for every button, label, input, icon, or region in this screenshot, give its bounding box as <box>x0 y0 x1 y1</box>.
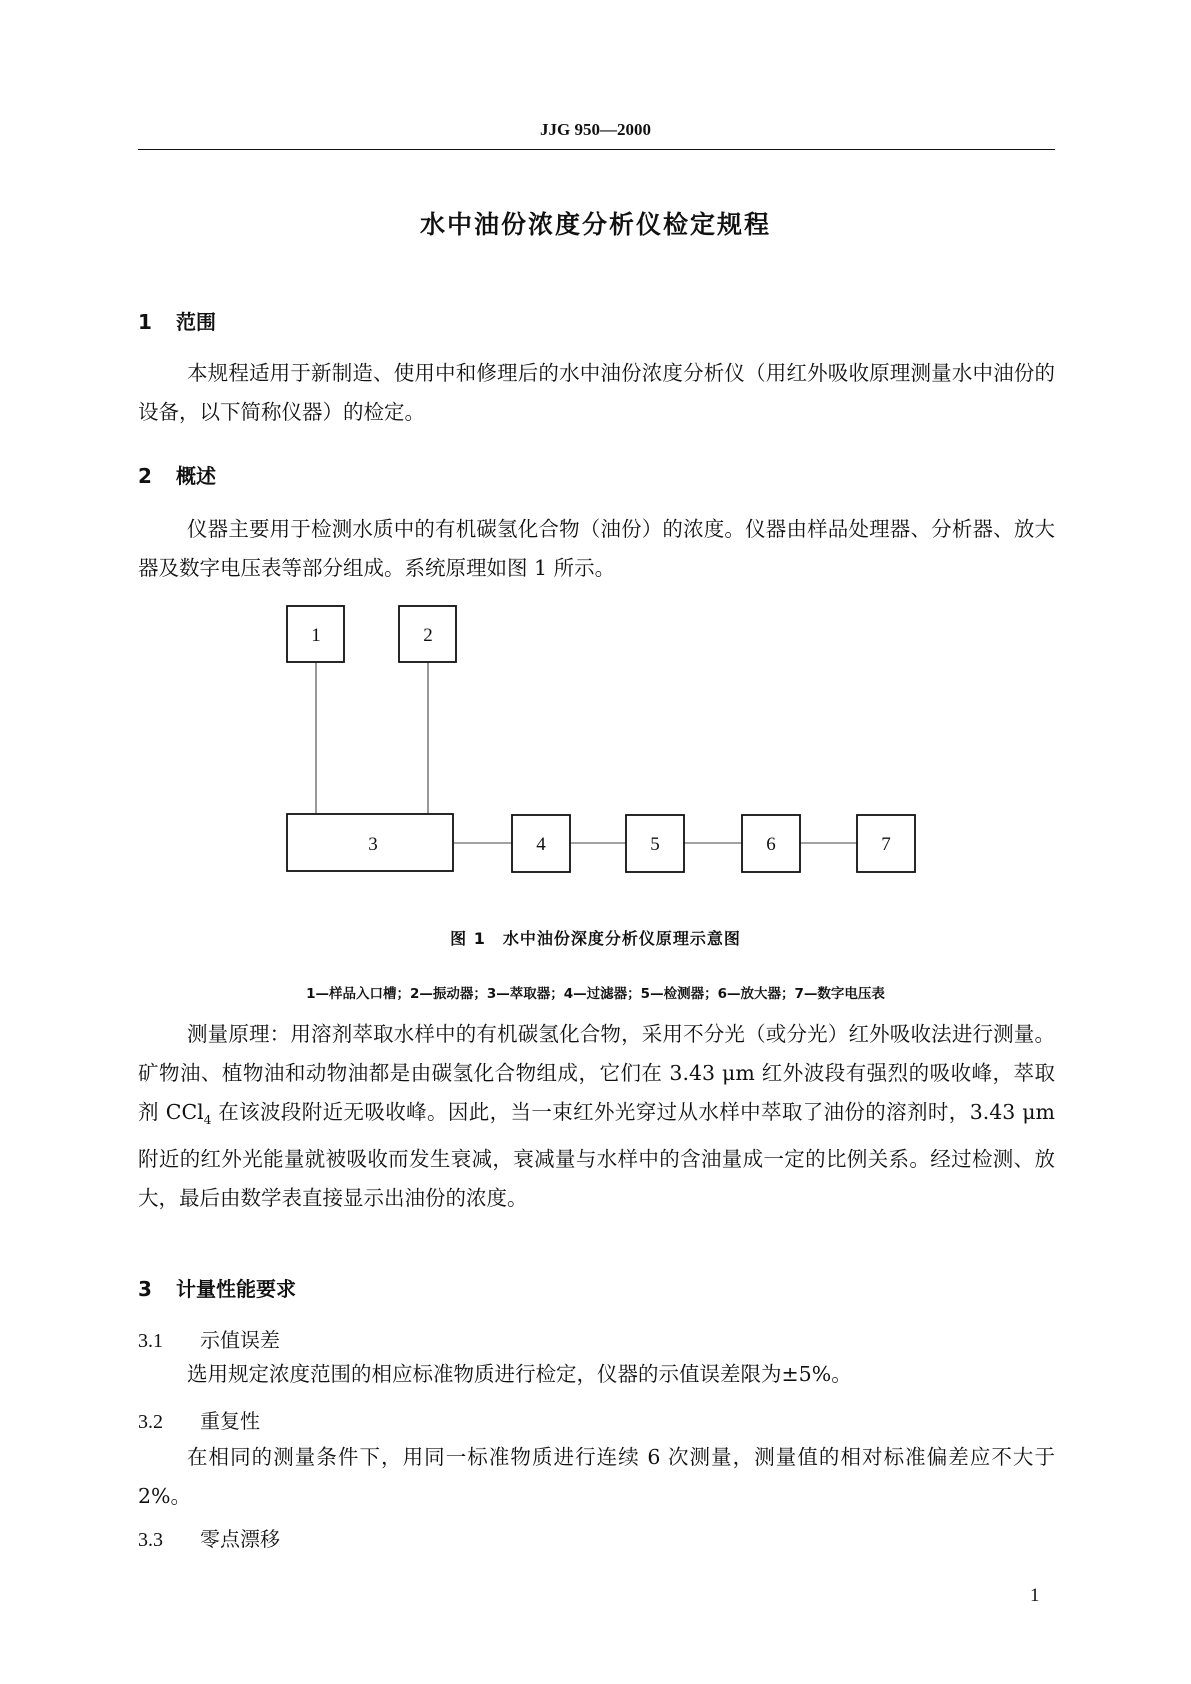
principle-text: 在该波段附近无吸收峰。因此，当一束红外光穿过从水样中萃取了油份的溶剂时， <box>211 1100 970 1124</box>
figure-legend: 1—样品入口槽；2—振动器；3—萃取器；4—过滤器；5—检测器；6—放大器；7—数字电压表 <box>306 986 885 1002</box>
box-label: 2 <box>423 625 433 646</box>
box-label: 7 <box>881 834 891 855</box>
box-label: 5 <box>650 834 660 855</box>
subsection-3-1-paragraph: 选用规定浓度范围的相应标准物质进行检定，仪器的示值误差限为±5%。 <box>187 1362 852 1386</box>
subsection-title: 重复性 <box>200 1409 260 1433</box>
section-1-paragraph: 本规程适用于新制造、使用中和修理后的水中油份浓度分析仪（用红外吸收原理测量水中油份的设备，以下简称仪器）的检定。 <box>138 361 1055 424</box>
page-number: 1 <box>1030 1585 1040 1606</box>
section-number: 2 <box>138 464 152 488</box>
section-title: 计量性能要求 <box>176 1277 296 1301</box>
section-number: 3 <box>138 1277 152 1301</box>
wavelength-value: 3.43 μm <box>969 1100 1055 1124</box>
subsection-number: 3.3 <box>138 1529 163 1551</box>
subsection-3-2-paragraph: 在相同的测量条件下，用同一标准物质进行连续 6 次测量，测量值的相对标准偏差应不大于 2%。 <box>138 1445 1055 1508</box>
figure-caption: 图 1 水中油份深度分析仪原理示意图 <box>450 929 741 948</box>
chemical-formula: CCl$_4$ <box>165 1100 212 1128</box>
principle-text: 附近的红外光能量就被吸收而发生衰减，衰减量与水样中的含油量成一定的比例关系。经过检测、放大，最后由数学表直接显示出油份的浓度。 <box>138 1147 1055 1211</box>
wavelength-value: 3.43 μm <box>669 1061 755 1085</box>
section-title: 概述 <box>176 464 216 488</box>
box-label: 4 <box>536 834 546 855</box>
page-title: 水中油份浓度分析仪检定规程 <box>419 210 771 239</box>
principle-paragraph <box>138 1015 1055 1218</box>
box-label: 1 <box>311 625 321 646</box>
subsection-number: 3.1 <box>138 1330 163 1352</box>
section-2-paragraph: 仪器主要用于检测水质中的有机碳氢化合物（油份）的浓度。仪器由样品处理器、分析器、放大器及数字电压表等部分组成。系统原理如图 1 所示。 <box>138 517 1055 580</box>
section-number: 1 <box>138 310 152 334</box>
subsection-3-1-heading <box>138 1324 280 1353</box>
principle-text: 测量原理：用溶剂萃取水样中的有机碳氢化合物，采用不分光（或分光）红外吸收法进行测量。矿物油、植物油和动物油都是由碳氢化合物组成，它们在 <box>138 1022 1055 1085</box>
subsection-title: 示值误差 <box>200 1328 280 1352</box>
box-label: 6 <box>766 834 776 855</box>
subsection-title: 零点漂移 <box>200 1527 280 1551</box>
document-code: JJG 950—2000 <box>540 120 651 139</box>
box-label: 3 <box>368 834 378 855</box>
subsection-3-3-heading <box>138 1523 280 1552</box>
subsection-number: 3.2 <box>138 1411 163 1433</box>
section-3-heading <box>138 1273 296 1302</box>
principle-text: 红外波段有强烈的吸收峰，萃取剂 <box>138 1061 1055 1124</box>
subsection-3-2-heading <box>138 1405 260 1434</box>
section-title: 范围 <box>176 310 216 334</box>
